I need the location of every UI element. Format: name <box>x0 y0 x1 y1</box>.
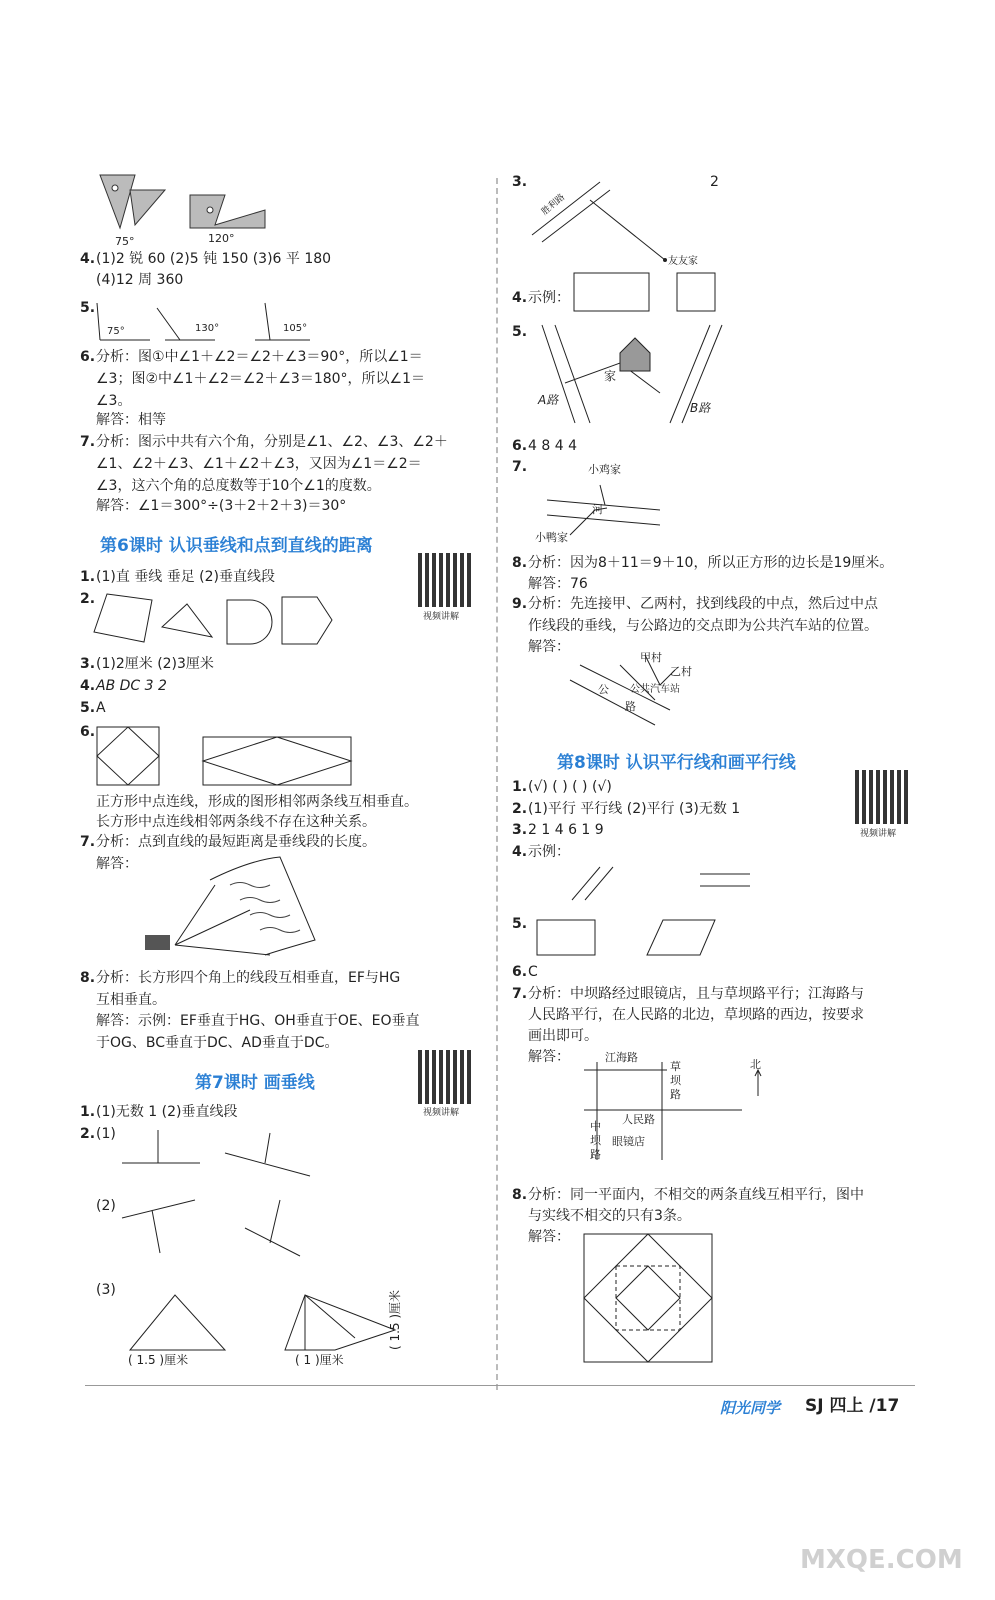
s8-q8-answer: 解答： <box>528 1229 570 1245</box>
s8-q8-figure <box>582 1232 714 1362</box>
q4-line2: (4)12 周 360 <box>96 272 184 288</box>
s8-q5-shapes <box>535 918 735 958</box>
s6-q5-number: 5. <box>80 700 96 716</box>
q5-number: 5. <box>80 300 96 316</box>
s6-q7-analysis: 分析：点到直线的最短距离是垂线段的长度。 <box>96 834 376 850</box>
r-q7-number: 7. <box>512 459 528 475</box>
s8-q8-analysis-2: 与实线不相交的只有3条。 <box>528 1208 691 1224</box>
qr-caption-lesson-8: 视频讲解 <box>860 829 897 839</box>
s7-q2-part3-figure <box>125 1290 385 1355</box>
s6-q8-analysis-2: 互相垂直。 <box>96 992 166 1008</box>
r-q8-answer: 解答：76 <box>528 576 588 592</box>
s6-q6-explain-2: 长方形中点连线相邻两条线不存在这种关系。 <box>96 814 376 830</box>
r-q8-number: 8. <box>512 555 528 571</box>
r-q9-analysis-2: 作线段的垂线，与公路边的交点即为公共汽车站的位置。 <box>528 618 878 634</box>
footer-brand: 阳光同学 <box>720 1399 781 1417</box>
q6-analysis-1: 分析：图①中∠1＋∠2＝∠2＋∠3＝90°，所以∠1＝ <box>96 349 423 365</box>
s6-q3: (1)2厘米 (2)3厘米 <box>96 656 214 672</box>
s6-q7-answer: 解答： <box>96 856 138 872</box>
r-q5-road-a: A路 <box>538 393 559 407</box>
angle-75: 75° <box>107 326 125 337</box>
s7-q2-part2-figure <box>120 1198 320 1258</box>
s8-q7-map <box>582 1060 752 1160</box>
angle-105: 105° <box>283 323 308 334</box>
r-q5-home: 家 <box>604 369 617 383</box>
s6-q8-number: 8. <box>80 970 96 986</box>
s8-q4-parallel-lines <box>570 862 770 902</box>
q7-answer: 解答：∠1＝300°÷(3＋2＋2＋3)＝30° <box>96 498 347 514</box>
s7-q2-number: 2. <box>80 1126 96 1142</box>
s7-q2-length-3: ( 1.5 )厘米 <box>388 1289 403 1351</box>
r-q4-example: 示例： <box>528 290 570 306</box>
q6-analysis-2: ∠3；图②中∠1＋∠2＝∠2＋∠3＝180°，所以∠1＝ <box>96 371 426 387</box>
s8-q5-number: 5. <box>512 916 528 932</box>
q4-number: 4. <box>80 251 96 267</box>
s7-q2-part2: (2) <box>96 1198 116 1214</box>
s6-q6-explain-1: 正方形中点连线，形成的图形相邻两条线互相垂直。 <box>96 794 418 810</box>
s6-q7-number: 7. <box>80 834 96 850</box>
s8-q7-zhongba-road: 中坝路 <box>590 1120 601 1161</box>
s8-q7-analysis-3: 画出即可。 <box>528 1028 598 1044</box>
r-q3-road-label: 胜利路 <box>539 192 568 218</box>
r-q4-number: 4. <box>512 290 528 306</box>
s8-q1-number: 1. <box>512 779 528 795</box>
s8-q4: 示例： <box>528 844 570 860</box>
s8-q7-analysis-2: 人民路平行，在人民路的北边，草坝路的西边，按要求 <box>528 1007 864 1023</box>
s6-q4-number: 4. <box>80 678 96 694</box>
s8-q7-analysis-1: 分析：中坝路经过眼镜店，且与草坝路平行；江海路与 <box>528 986 864 1002</box>
r-q9-village-yi: 乙村 <box>670 665 692 678</box>
s8-q6: C <box>528 964 538 980</box>
r-q9-bus-stop: 公共汽车站 <box>630 684 680 695</box>
q7-analysis-3: ∠3，这六个角的总度数等于10个∠1的度数。 <box>96 478 381 494</box>
footer-rule <box>85 1385 915 1386</box>
r-q8-analysis: 分析：因为8＋11＝9＋10，所以正方形的边长是19厘米。 <box>528 555 894 571</box>
s6-q8-answer-1: 解答：示例：EF垂直于HG、OH垂直于OE、EO垂直 <box>96 1013 420 1029</box>
r-q9-village-jia: 甲村 <box>640 651 662 664</box>
q4-line1: (1)2 锐 60 (2)5 钝 150 (3)6 平 180 <box>96 251 332 267</box>
r-q5-road-b: B路 <box>690 401 711 415</box>
s6-q8-answer-2: 于OG、BC垂直于DC、AD垂直于DC。 <box>96 1035 339 1051</box>
r-q9-answer: 解答： <box>528 639 570 655</box>
s7-q1-number: 1. <box>80 1104 96 1120</box>
north-arrow-icon <box>753 1068 763 1098</box>
r-q7-chick-home: 小鸡家 <box>588 463 621 476</box>
heading-lesson-7: 第7课时 画垂线 <box>195 1073 315 1093</box>
r-q3-page-num: 2 <box>710 174 719 190</box>
s6-q2-number: 2. <box>80 591 96 607</box>
angle-130: 130° <box>195 323 220 334</box>
q7-number: 7. <box>80 434 96 450</box>
r-q9-road-gong: 公 <box>598 683 609 696</box>
s8-q6-number: 6. <box>512 964 528 980</box>
r-q4-rectangles <box>572 270 722 315</box>
r-q6-number: 6. <box>512 438 528 454</box>
qr-caption-lesson-7: 视频讲解 <box>423 1108 460 1118</box>
angle-label-75: 75° <box>115 235 135 248</box>
r-q9-road-lu: 路 <box>625 700 636 713</box>
s8-q2-number: 2. <box>512 801 528 817</box>
q7-analysis-1: 分析：图示中共有六个角，分别是∠1、∠2、∠3、∠2＋ <box>96 434 448 450</box>
r-q9-analysis-1: 分析：先连接甲、乙两村，找到线段的中点，然后过中点 <box>528 596 878 612</box>
s8-q7-glasses-shop: 眼镜店 <box>612 1135 645 1148</box>
s6-q7-river-figure <box>140 855 320 965</box>
s7-q2-part3: (3) <box>96 1282 116 1298</box>
q6-analysis-3: ∠3。 <box>96 393 132 409</box>
q6-number: 6. <box>80 349 96 365</box>
s6-q6-figures <box>95 725 365 785</box>
s6-q1-number: 1. <box>80 569 96 585</box>
s8-q8-number: 8. <box>512 1187 528 1203</box>
s8-q1: (√) ( ) ( ) (√) <box>528 779 612 795</box>
s7-q1: (1)无数 1 (2)垂直线段 <box>96 1104 238 1120</box>
r-q7-river: 河 <box>592 503 603 516</box>
s7-q2-part1-figure <box>120 1128 320 1178</box>
s8-q7-north: 北 <box>750 1058 761 1071</box>
s6-q1: (1)直 垂线 垂足 (2)垂直线段 <box>96 569 276 585</box>
r-q3-number: 3. <box>512 174 528 190</box>
column-divider <box>496 178 498 1390</box>
footer-grade-page: SJ 四上 /17 <box>805 1396 900 1416</box>
s6-q2-shapes <box>92 592 342 647</box>
s7-q2-part1: (1) <box>96 1126 116 1142</box>
s8-q2: (1)平行 平行线 (2)平行 (3)无数 1 <box>528 801 741 817</box>
r-q6: 4 8 4 4 <box>528 438 577 454</box>
qr-code-lesson-6[interactable] <box>418 553 472 607</box>
s6-q8-analysis-1: 分析：长方形四个角上的线段互相垂直，EF与HG <box>96 970 401 986</box>
qr-caption-lesson-6: 视频讲解 <box>423 612 460 622</box>
r-q5-number: 5. <box>512 324 528 340</box>
r-q9-number: 9. <box>512 596 528 612</box>
s6-q3-number: 3. <box>80 656 96 672</box>
s8-q3: 2 1 4 6 1 9 <box>528 822 604 838</box>
s8-q7-caoba-road: 草坝路 <box>670 1060 681 1101</box>
s8-q8-analysis-1: 分析：同一平面内，不相交的两条直线互相平行，图中 <box>528 1187 864 1203</box>
qr-code-lesson-8[interactable] <box>855 770 909 824</box>
set-square-figures <box>95 170 295 240</box>
s6-q4: AB DC 3 2 <box>96 678 167 694</box>
heading-lesson-8: 第8课时 认识平行线和画平行线 <box>557 753 796 773</box>
heading-lesson-6: 第6课时 认识垂线和点到直线的距离 <box>100 536 373 556</box>
s8-q7-answer: 解答： <box>528 1049 570 1065</box>
s6-q6-number: 6. <box>80 724 96 740</box>
angle-label-120: 120° <box>208 232 235 245</box>
s7-q2-length-2: ( 1 )厘米 <box>295 1353 344 1367</box>
r-q7-duck-home: 小鸭家 <box>535 531 568 544</box>
s8-q4-number: 4. <box>512 844 528 860</box>
q6-answer: 解答：相等 <box>96 412 166 428</box>
q7-analysis-2: ∠1、∠2＋∠3、∠1＋∠2＋∠3，又因为∠1＝∠2＝ <box>96 456 422 472</box>
s6-q5: A <box>96 700 106 716</box>
qr-code-lesson-7[interactable] <box>418 1050 472 1104</box>
s8-q7-jianghai-road: 江海路 <box>605 1051 638 1064</box>
watermark: MXQE.COM <box>800 1545 963 1575</box>
s8-q7-renmin-road: 人民路 <box>622 1113 655 1126</box>
s8-q7-number: 7. <box>512 986 528 1002</box>
s8-q3-number: 3. <box>512 822 528 838</box>
s7-q2-length-1: ( 1.5 )厘米 <box>128 1353 189 1367</box>
r-q3-friend-home: 友友家 <box>668 256 698 267</box>
